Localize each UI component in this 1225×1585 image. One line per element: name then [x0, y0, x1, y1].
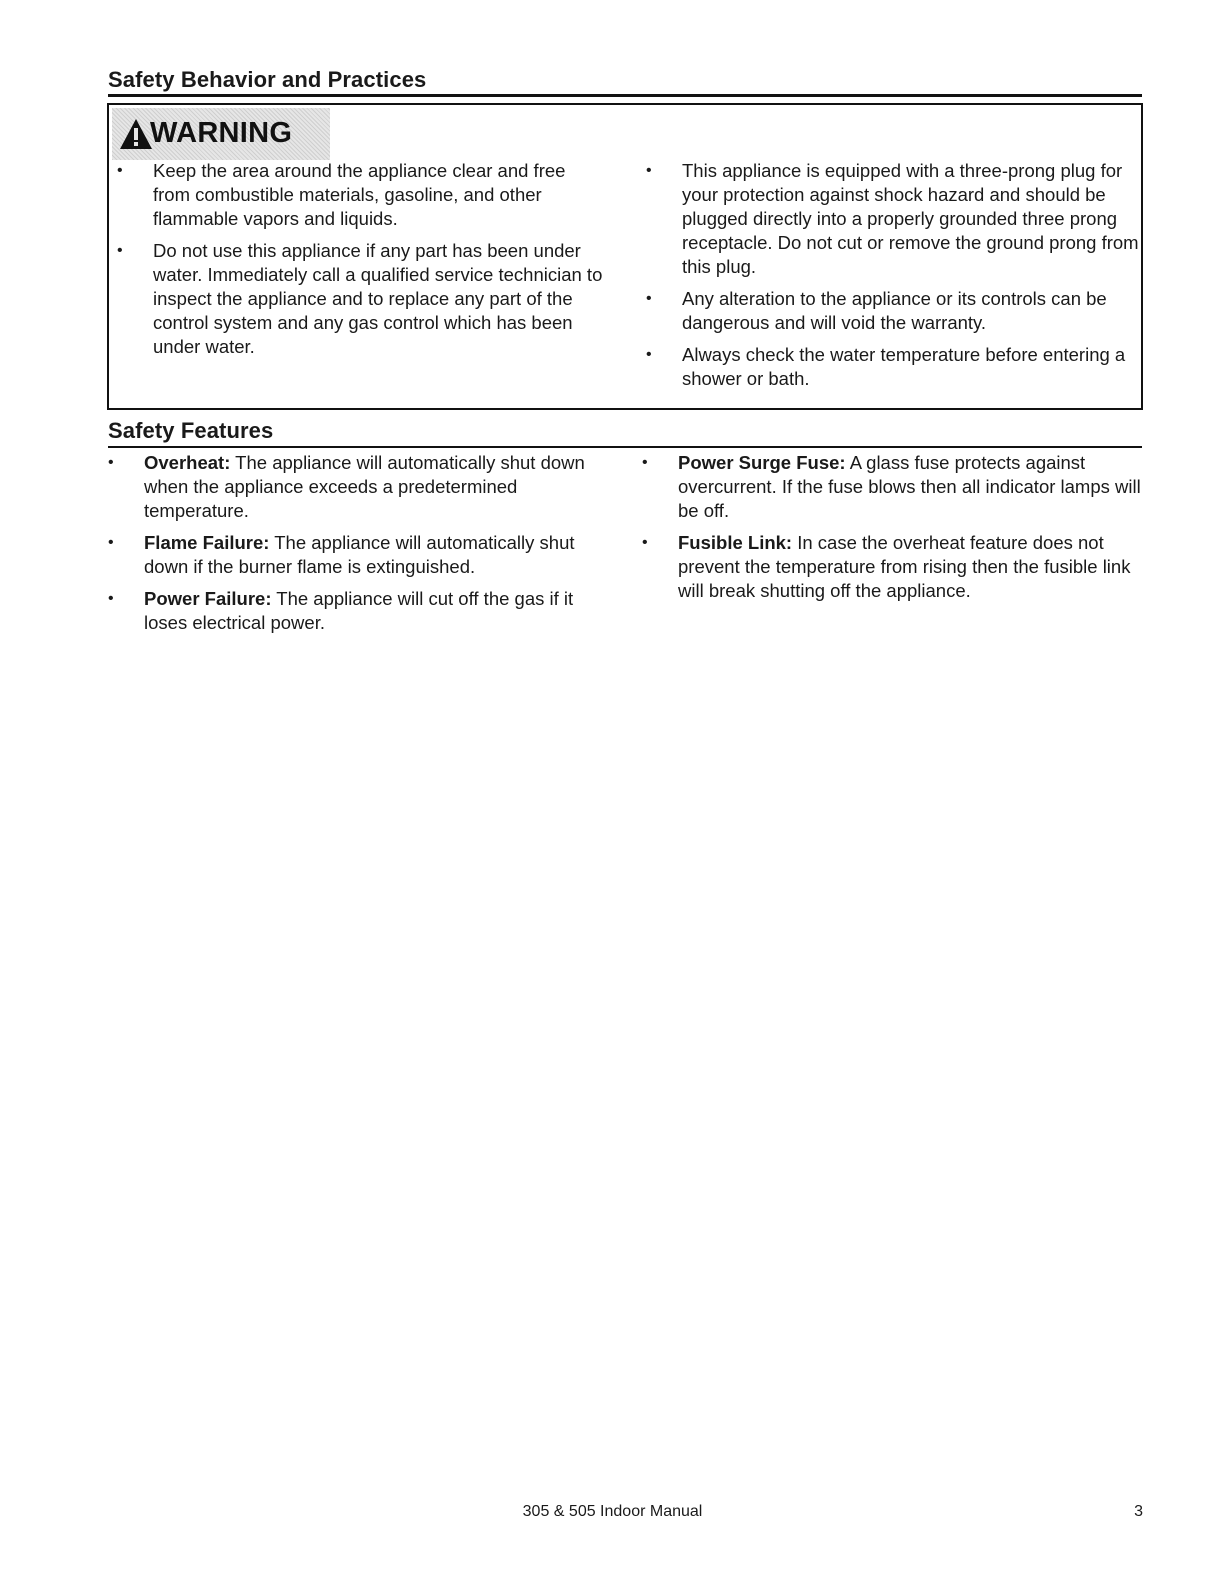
- section-rule: [108, 94, 1142, 97]
- list-item: [646, 287, 1141, 335]
- feature-text: In case the overheat feature does not prevent the temperature from rising then the fusible link will break shutting off the appliance.: [678, 532, 1131, 601]
- section-rule: [108, 446, 1142, 448]
- list-item: [646, 159, 1141, 279]
- list-item: [642, 531, 1144, 603]
- bullet: •: [108, 454, 114, 471]
- feature-term: Flame Failure:: [144, 532, 270, 553]
- bullet: •: [117, 162, 123, 179]
- features-list-right: [642, 451, 1144, 611]
- feature-term: Overheat:: [144, 452, 231, 473]
- section-title-safety-features: Safety Features: [108, 418, 274, 443]
- list-item: [646, 343, 1141, 391]
- section-title-safety-behavior: Safety Behavior and Practices: [108, 67, 427, 92]
- warning-item-text: This appliance is equipped with a three-prong plug for your protection against shock hazard and should be plugged directly into a properly grounded three prong receptacle. Do not cut or remove the ground prong from this plug.: [682, 160, 1139, 277]
- feature-text: The appliance will cut off the gas if it loses electrical power.: [144, 588, 574, 633]
- list-item: [117, 159, 607, 231]
- bullet: •: [108, 534, 114, 551]
- bullet: •: [646, 290, 652, 307]
- feature-text: The appliance will automatically shut down if the burner flame is extinguished.: [144, 532, 575, 577]
- feature-text: The appliance will automatically shut down when the appliance exceeds a predetermined temperature.: [144, 452, 585, 521]
- bullet: •: [117, 242, 123, 259]
- list-item: [108, 531, 613, 579]
- bullet: •: [642, 534, 648, 551]
- feature-text: A glass fuse protects against overcurrent. If the fuse blows then all indicator lamps will be off.: [678, 452, 1141, 521]
- footer-manual-title: 305 & 505 Indoor Manual: [522, 1503, 703, 1520]
- bullet: •: [646, 162, 652, 179]
- list-item: [117, 239, 607, 359]
- warning-label: WARNING: [150, 117, 293, 149]
- list-item: [642, 451, 1144, 523]
- warning-item-text: Always check the water temperature before entering a shower or bath.: [682, 344, 1126, 389]
- bullet: •: [108, 590, 114, 607]
- feature-term: Fusible Link:: [678, 532, 793, 553]
- warning-item-text: Keep the area around the appliance clear and free from combustible materials, gasoline, and other flammable vapors and liquids.: [153, 160, 566, 229]
- bullet: •: [646, 346, 652, 363]
- warning-list-right: [646, 159, 1141, 399]
- list-item: [108, 587, 613, 635]
- features-list-left: [108, 451, 613, 643]
- warning-list-left: [117, 159, 607, 367]
- page-number: 3: [1134, 1503, 1143, 1520]
- list-item: [108, 451, 613, 523]
- warning-banner: [112, 108, 330, 160]
- warning-item-text: Do not use this appliance if any part has been under water. Immediately call a qualified service technician to inspect the appliance and to replace any part of the control system and any gas control which has been under water.: [153, 240, 603, 357]
- bullet: •: [642, 454, 648, 471]
- feature-term: Power Failure:: [144, 588, 272, 609]
- warning-item-text: Any alteration to the appliance or its controls can be dangerous and will void the warranty.: [682, 288, 1107, 333]
- feature-term: Power Surge Fuse:: [678, 452, 846, 473]
- warning-triangle-icon: [119, 118, 153, 150]
